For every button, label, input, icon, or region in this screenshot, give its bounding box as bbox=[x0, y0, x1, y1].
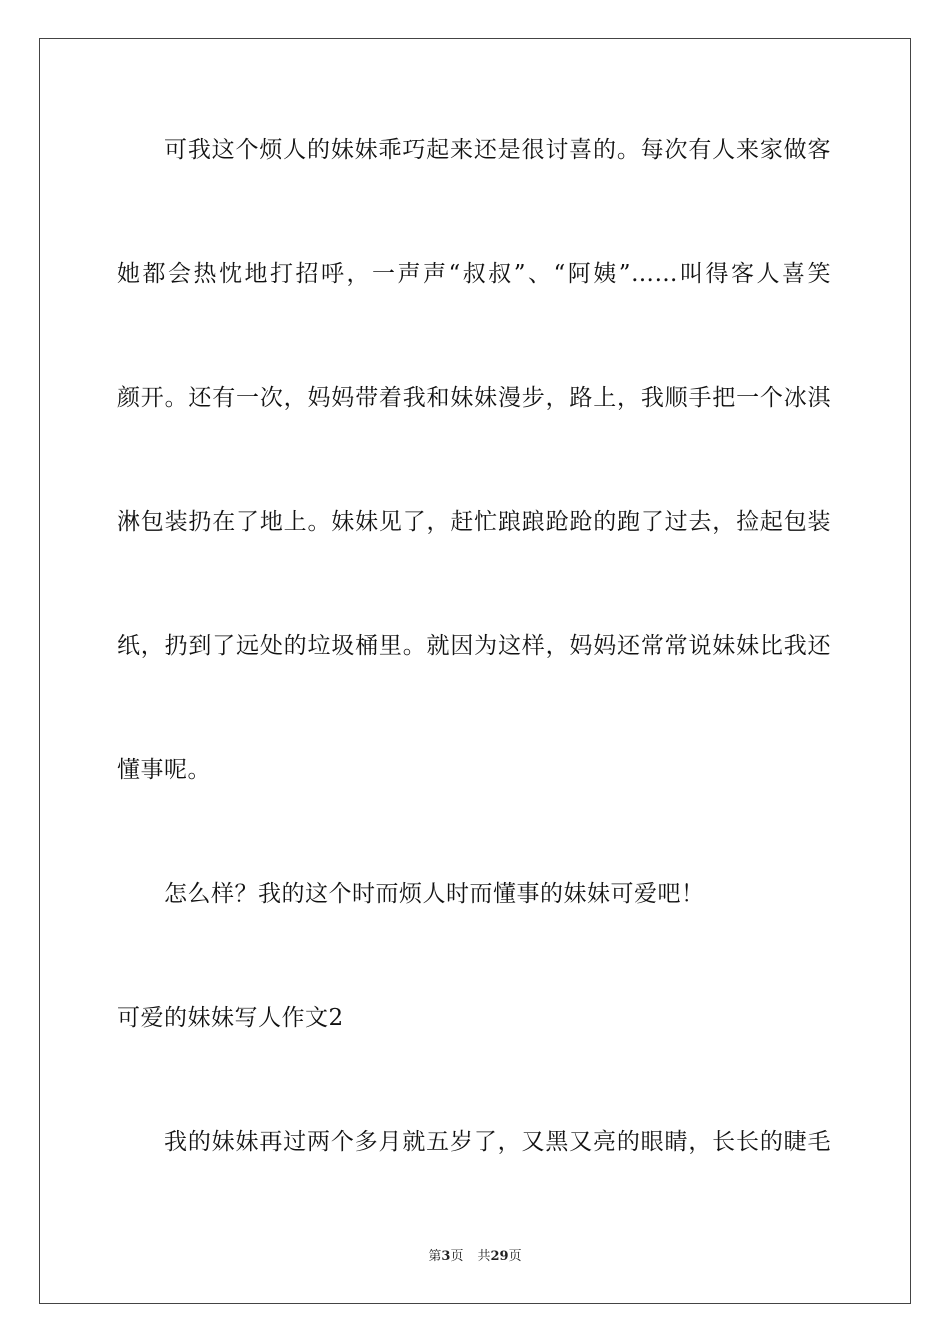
footer-page-number: 3 bbox=[441, 1249, 451, 1264]
paragraph-line: 她都会热忱地打招呼，一声声“叔叔”、“阿姨”……叫得客人喜笑 bbox=[117, 261, 831, 287]
footer-page-prefix: 第 bbox=[428, 1249, 442, 1264]
footer-page-suffix: 页 bbox=[450, 1249, 464, 1264]
footer-total-prefix: 共 bbox=[477, 1249, 491, 1264]
page-footer bbox=[0, 1248, 950, 1266]
paragraph-line: 淋包装扔在了地上。妹妹见了，赶忙踉踉跄跄的跑了过去，捡起包装 bbox=[117, 509, 831, 535]
paragraph-line: 我的妹妹再过两个多月就五岁了，又黑又亮的眼睛，长长的睫毛 bbox=[164, 1129, 831, 1155]
footer-total-pages: 29 bbox=[490, 1249, 509, 1264]
section-heading: 可爱的妹妹写人作文2 bbox=[117, 1005, 344, 1031]
paragraph-line: 可我这个烦人的妹妹乖巧起来还是很讨喜的。每次有人来家做客 bbox=[164, 137, 831, 163]
paragraph-line: 纸，扔到了远处的垃圾桶里。就因为这样，妈妈还常常说妹妹比我还 bbox=[117, 633, 831, 659]
footer-total-suffix: 页 bbox=[508, 1249, 522, 1264]
paragraph-line: 懂事呢。 bbox=[117, 757, 211, 783]
page-border bbox=[39, 38, 911, 1304]
paragraph-line: 颜开。还有一次，妈妈带着我和妹妹漫步，路上，我顺手把一个冰淇 bbox=[117, 385, 831, 411]
paragraph-line: 怎么样？我的这个时而烦人时而懂事的妹妹可爱吧！ bbox=[164, 881, 705, 907]
